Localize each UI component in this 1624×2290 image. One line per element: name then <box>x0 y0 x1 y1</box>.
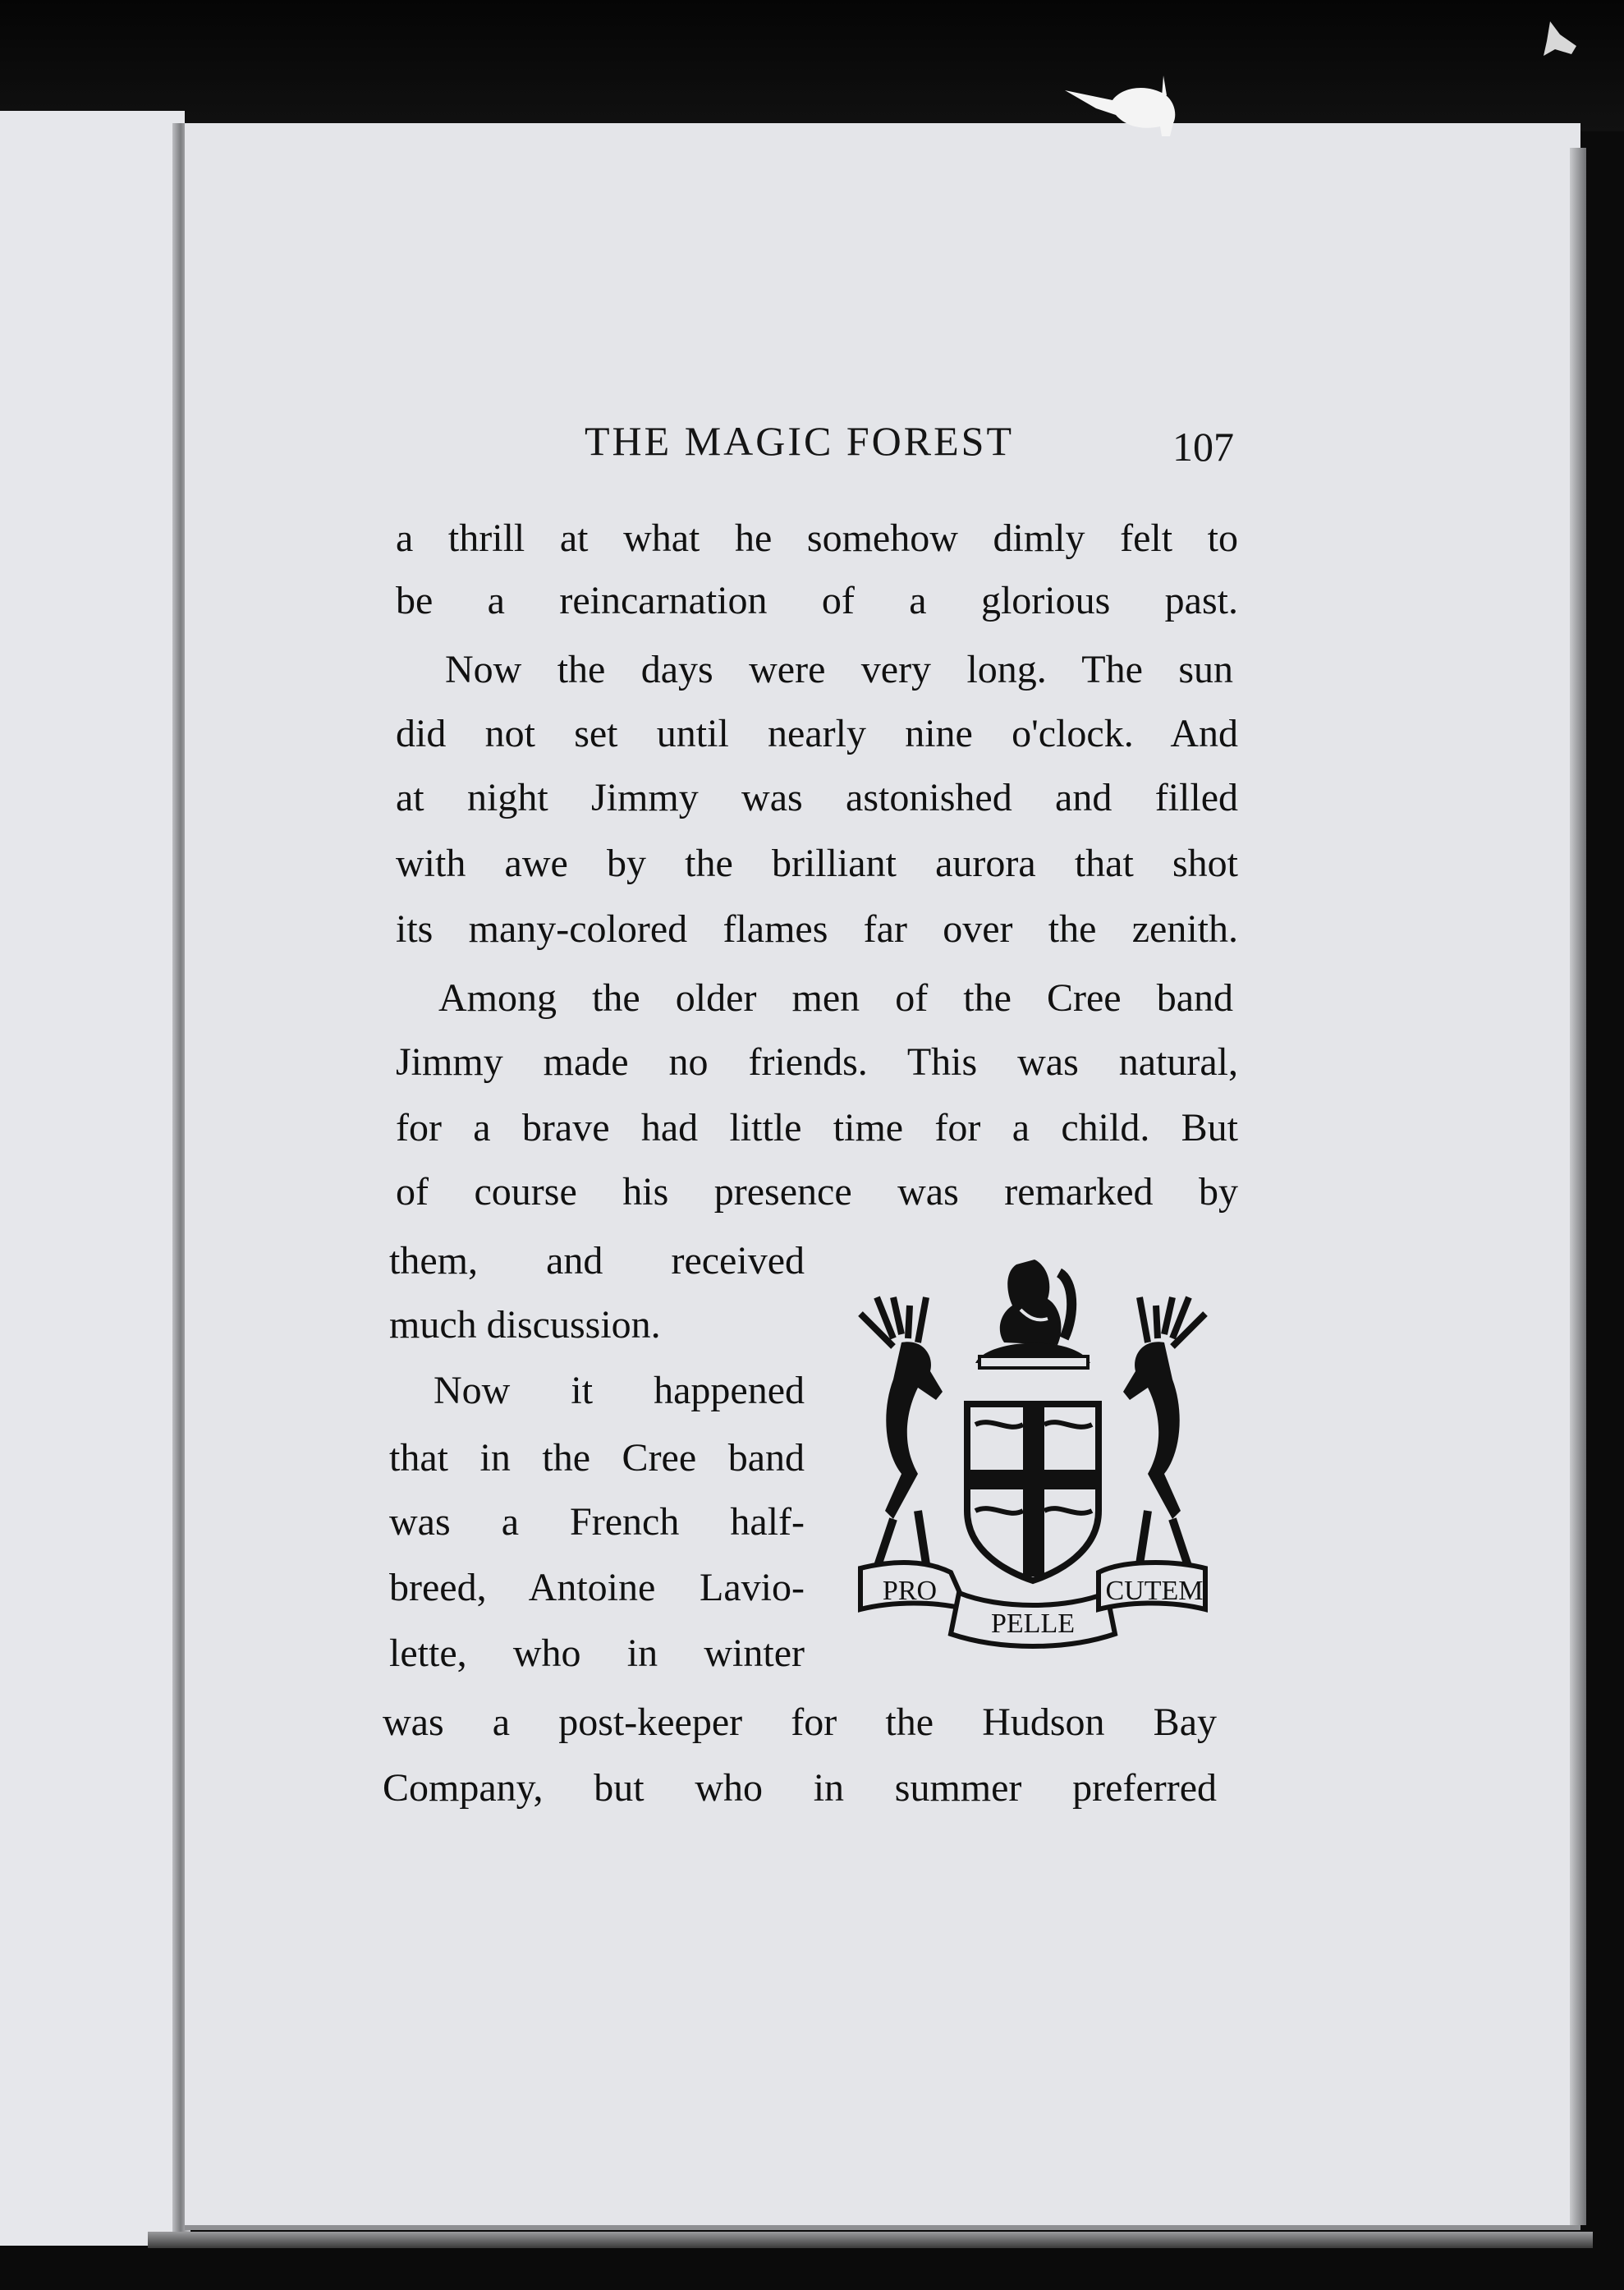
body-text-line: that in the Cree band <box>389 1436 805 1480</box>
helmet-icon <box>975 1343 1090 1368</box>
page-bottom-edge <box>148 2232 1593 2248</box>
body-text-line: Now it happened <box>434 1369 805 1412</box>
body-text-line: a thrill at what he somehow dimly felt to <box>396 516 1238 560</box>
motto-word: CUTEM <box>1105 1576 1204 1606</box>
body-text-line: was a post-keeper for the Hudson Bay <box>383 1700 1217 1744</box>
body-text-line: with awe by the brilliant aurora that shot <box>396 842 1238 885</box>
motto-word: PELLE <box>991 1609 1075 1639</box>
body-text-line: breed, Antoine Lavio- <box>389 1566 805 1609</box>
body-text-line: of course his presence was remarked by <box>396 1170 1238 1214</box>
page-edge-shadow <box>1570 148 1586 2225</box>
scan-background <box>0 0 1624 131</box>
body-text-line: Jimmy made no friends. This was natural, <box>396 1040 1238 1084</box>
body-text-line: at night Jimmy was astonished and filled <box>396 776 1238 819</box>
motto-word: PRO <box>882 1576 938 1606</box>
body-text-line: be a reincarnation of a glorious past. <box>396 579 1238 622</box>
crest-beaver-icon <box>1000 1260 1071 1345</box>
stag-supporter-left-icon <box>860 1297 943 1568</box>
facing-page-edge <box>0 111 185 2246</box>
body-text-line: for a brave had little time for a child. But <box>396 1106 1238 1150</box>
body-text-line: was a French half- <box>389 1500 805 1544</box>
body-text-line: did not set until nearly nine o'clock. And <box>396 712 1238 755</box>
stag-supporter-right-icon <box>1123 1297 1205 1568</box>
shield-icon <box>967 1404 1099 1581</box>
body-text-line: them, and received <box>389 1239 805 1283</box>
page-number: 107 <box>1172 424 1234 470</box>
body-text-line: its many-colored flames far over the zenith. <box>396 907 1238 951</box>
coat-of-arms-icon <box>844 1248 1222 1659</box>
body-text-line: Among the older men of the Cree band <box>438 976 1233 1020</box>
scan-corner-mark-icon <box>1535 16 1585 66</box>
body-text-line: Now the days were very long. The sun <box>445 648 1233 691</box>
running-title: THE MAGIC FOREST <box>585 418 1015 464</box>
bird-shaped-clip-icon <box>1063 72 1182 138</box>
body-text-line: Company, but who in summer preferred <box>383 1766 1217 1810</box>
body-text-line: much discussion. <box>389 1303 661 1347</box>
body-text-line: lette, who in winter <box>389 1631 805 1675</box>
